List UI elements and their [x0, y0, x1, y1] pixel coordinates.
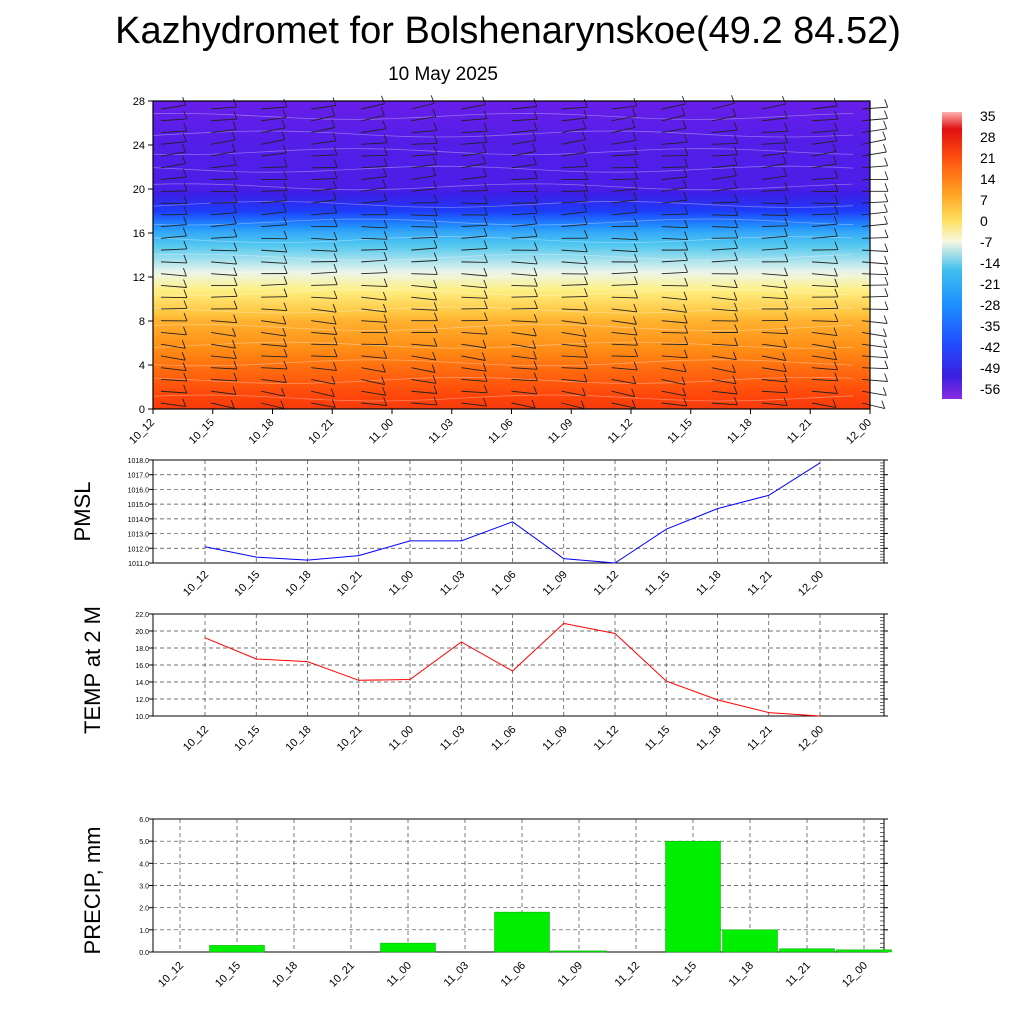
pmsl-chart-ytick-label: 1011.0: [128, 561, 149, 568]
temp-xtick-label: 11_09: [540, 723, 570, 754]
precip-bar: [210, 945, 265, 952]
temp-xtick-label: 11_18: [694, 723, 724, 754]
pmsl-chart: [70, 458, 888, 599]
heatmap-ytick-label: 4: [138, 360, 145, 372]
heatmap-ytick-label: 28: [132, 96, 145, 108]
heatmap-xtick-label: 11_18: [725, 416, 755, 447]
heatmap-xtick-label: 11_15: [665, 416, 695, 447]
heatmap-xtick-label: 11_03: [426, 416, 456, 447]
wind-barb-feather: [883, 132, 886, 140]
wind-barb-shaft: [161, 297, 187, 298]
precip-xtick-label: 11_09: [555, 959, 586, 990]
temp-xtick-label: 10_12: [181, 723, 212, 754]
heatmap-ytick-label: 0: [138, 404, 145, 416]
precip-chart-ytick-label: 6.0: [139, 817, 149, 824]
colorbar-label: 28: [980, 129, 996, 145]
heatmap-xtick-label: 11_09: [545, 416, 576, 447]
wind-barb-shaft: [411, 227, 437, 228]
pmsl-xtick-label: 10_21: [334, 568, 365, 599]
pmsl-xtick-label: 11_12: [591, 568, 622, 599]
pmsl-chart-frame: [153, 460, 884, 563]
colorbar-label: 7: [980, 192, 988, 208]
heatmap-ytick-label: 8: [138, 316, 145, 328]
precip-xtick-label: 10_18: [270, 959, 301, 990]
wind-barb-feather: [885, 277, 888, 285]
precip-xtick-label: 12_00: [840, 959, 871, 990]
wind-barb-feather: [885, 111, 888, 119]
wind-barb-shaft: [862, 285, 888, 286]
pmsl-chart-ytick-label: 1018.0: [127, 458, 149, 465]
heatmap-ytick-label: 24: [132, 140, 145, 152]
wind-barb-feather: [885, 374, 888, 382]
wind-barb-feather: [884, 340, 887, 348]
temp-xtick-label: 12_00: [796, 723, 827, 754]
precip-chart-ytick-label: 1.0: [139, 927, 149, 935]
precip-xtick-label: 10_15: [213, 959, 244, 990]
colorbar-label: -28: [980, 297, 1001, 313]
precip-chart-ytick-label: 3.0: [139, 883, 149, 891]
page-date: 10 May 2025: [388, 64, 498, 85]
precip-bar: [780, 949, 835, 952]
wind-barb-feather: [885, 171, 888, 179]
temp-chart-ytick-label: 14.0: [135, 680, 149, 687]
wind-barb-shaft: [662, 155, 688, 156]
wind-barb-feather: [883, 144, 886, 152]
pmsl-xtick-label: 10_12: [181, 568, 212, 599]
precip-xtick-label: 11_12: [612, 959, 643, 990]
colorbar-label: -14: [980, 255, 1001, 271]
temp-xtick-label: 11_06: [489, 723, 519, 754]
heatmap-xtick-label: 11_21: [784, 416, 815, 447]
wind-barb-feather: [885, 183, 888, 191]
precip-bar: [495, 912, 550, 952]
precip-bar: [552, 951, 607, 952]
pmsl-xtick-label: 11_21: [745, 568, 775, 599]
temp-chart-ytick-label: 12.0: [135, 697, 149, 704]
wind-barb-feather: [885, 288, 888, 296]
heatmap-field: [153, 101, 870, 409]
colorbar-label: -21: [980, 276, 1001, 292]
temp-chart-ytick-label: 22.0: [135, 612, 149, 619]
temp-chart: [80, 606, 888, 754]
wind-barb-feather: [883, 329, 886, 337]
wind-barb-feather: [884, 316, 887, 324]
heatmap-xtick-label: 11_12: [605, 416, 636, 447]
wind-barb-feather: [884, 121, 887, 129]
wind-barb-shaft: [461, 203, 487, 204]
pmsl-chart-ytick-label: 1016.0: [127, 487, 149, 495]
wind-barb-shaft: [612, 356, 638, 357]
precip-xtick-label: 11_03: [441, 959, 472, 990]
heatmap-chart: [127, 95, 888, 446]
wind-barb-feather: [885, 256, 888, 264]
colorbar-label: -7: [980, 234, 993, 250]
temp-xtick-label: 11_21: [745, 723, 775, 754]
colorbar-gradient: [942, 112, 962, 399]
pmsl-chart-ytick-label: 1014.0: [127, 516, 149, 524]
wind-barb-feather: [882, 401, 885, 409]
heatmap-xtick-label: 11_00: [366, 416, 397, 447]
heatmap-ytick-label: 16: [132, 228, 145, 240]
precip-chart-ytick-label: 5.0: [139, 839, 149, 847]
wind-barb-shaft: [311, 344, 337, 345]
colorbar-label: -56: [980, 381, 1001, 397]
wind-barb-feather: [884, 204, 887, 212]
wind-barb-feather: [885, 99, 888, 107]
page-title: Kazhydromet for Bolshenarynskoe(49.2 84.52): [115, 10, 901, 52]
wind-barb-shaft: [812, 308, 838, 309]
precip-ylabel: PRECIP, mm: [80, 826, 105, 955]
precip-bar: [381, 943, 436, 952]
colorbar-label: 14: [980, 171, 996, 187]
temp-xtick-label: 10_21: [334, 723, 365, 754]
wind-barb-shaft: [762, 203, 788, 204]
pmsl-xtick-label: 11_09: [540, 568, 570, 599]
wind-barb-shaft: [512, 297, 538, 298]
temp-xtick-label: 10_15: [232, 723, 263, 754]
heatmap-ytick-label: 20: [132, 184, 145, 196]
wind-barb-feather: [885, 244, 888, 252]
wind-barb-feather: [885, 194, 888, 202]
pmsl-xtick-label: 10_18: [283, 568, 314, 599]
colorbar: [942, 108, 1000, 399]
wind-barb-shaft: [161, 308, 187, 309]
precip-chart-ytick-label: 0.0: [139, 950, 149, 957]
wind-barb-shaft: [211, 203, 237, 204]
temp-chart-ytick-label: 10.0: [135, 714, 149, 721]
precip-xtick-label: 11_06: [498, 959, 529, 990]
wind-barb-feather: [885, 267, 888, 275]
pmsl-xtick-label: 11_18: [694, 568, 724, 599]
wind-barb-feather: [885, 158, 888, 166]
heatmap-ytick-label: 12: [132, 272, 145, 284]
wind-barb-shaft: [361, 344, 387, 345]
wind-barb-feather: [885, 361, 888, 369]
heatmap-xtick-label: 10_21: [306, 416, 337, 447]
wind-barb-shaft: [862, 309, 888, 310]
wind-barb-feather: [883, 387, 886, 395]
pmsl-chart-ytick-label: 1017.0: [127, 472, 149, 480]
pmsl-xtick-label: 11_15: [642, 568, 673, 599]
wind-barb-shaft: [361, 155, 387, 156]
precip-bar: [723, 930, 778, 952]
colorbar-label: 21: [980, 150, 996, 166]
pmsl-chart-ytick-label: 1015.0: [127, 502, 149, 510]
temp-xtick-label: 11_15: [642, 723, 673, 754]
precip-xtick-label: 11_21: [783, 959, 814, 990]
colorbar-label: -49: [980, 360, 1001, 376]
pmsl-xtick-label: 11_06: [489, 568, 519, 599]
pmsl-chart-ytick-label: 1012.0: [127, 546, 149, 554]
pmsl-xtick-label: 10_15: [232, 568, 263, 599]
heatmap-xtick-label: 10_18: [246, 416, 277, 447]
heatmap-xtick-label: 11_06: [486, 416, 516, 447]
temp-ylabel: TEMP at 2 M: [80, 606, 105, 734]
pmsl-chart-ytick-label: 1013.0: [127, 531, 149, 539]
precip-xtick-label: 10_12: [156, 959, 187, 990]
precip-xtick-label: 11_00: [384, 959, 415, 990]
wind-barb-feather: [885, 350, 888, 358]
colorbar-label: 35: [980, 108, 996, 124]
colorbar-label: -42: [980, 339, 1001, 355]
colorbar-label: 0: [980, 213, 988, 229]
colorbar-label: -35: [980, 318, 1001, 334]
precip-chart: [80, 817, 892, 990]
heatmap-xtick-label: 12_00: [844, 416, 875, 447]
pmsl-xtick-label: 11_03: [437, 568, 468, 599]
temp-chart-ytick-label: 16.0: [135, 663, 149, 670]
temp-xtick-label: 10_18: [283, 723, 314, 754]
temp-xtick-label: 11_12: [591, 723, 622, 754]
wind-barb-shaft: [662, 285, 688, 286]
pmsl-xtick-label: 11_00: [386, 568, 417, 599]
temp-xtick-label: 11_03: [437, 723, 468, 754]
heatmap-xtick-label: 10_15: [186, 416, 217, 447]
wind-barb-feather: [884, 216, 887, 224]
wind-barb-feather: [885, 230, 888, 238]
temp-xtick-label: 11_00: [386, 723, 417, 754]
precip-xtick-label: 10_21: [327, 959, 358, 990]
precip-bar: [837, 950, 892, 952]
wind-barb-shaft: [161, 203, 187, 204]
precip-bar: [666, 841, 721, 952]
precip-xtick-label: 11_18: [726, 959, 757, 990]
precip-chart-ytick-label: 4.0: [139, 861, 149, 869]
pmsl-xtick-label: 12_00: [796, 568, 827, 599]
pmsl-ylabel: PMSL: [70, 481, 95, 542]
wind-barb-feather: [885, 302, 888, 310]
precip-xtick-label: 11_15: [669, 959, 700, 990]
precip-chart-ytick-label: 2.0: [139, 905, 149, 913]
temp-chart-ytick-label: 18.0: [135, 646, 149, 653]
wind-barb-shaft: [461, 262, 487, 263]
temp-chart-ytick-label: 20.0: [135, 629, 149, 636]
heatmap-xtick-label: 10_12: [127, 416, 158, 447]
